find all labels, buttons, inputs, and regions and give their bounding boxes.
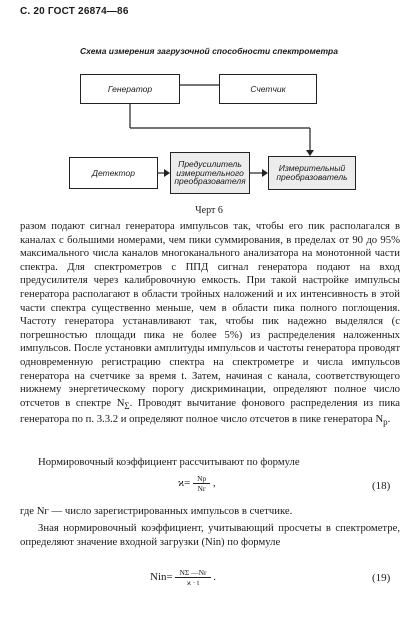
page-header: С. 20 ГОСТ 26874—86 <box>20 6 129 17</box>
p-subscript: р <box>383 417 388 428</box>
formula-19-numerator: NΣ —Nr <box>175 568 210 578</box>
converter-label-2: преобразователь <box>276 172 348 182</box>
converter-label-1: Измерительный <box>278 163 346 174</box>
paragraph-2: Нормировочный коэффициент рассчитывают по формуле <box>38 456 300 468</box>
preamplifier-box <box>170 152 250 194</box>
where-symbol: Nг <box>36 505 49 517</box>
formula-18-numerator: Nр <box>193 474 210 484</box>
paragraph-3: Зная нормировочный коэффициент, учитывающий просчеты в спектрометре, определяют значение входной загрузки (Nin) по формуле <box>20 522 400 548</box>
generator-box: Генератор <box>80 74 180 104</box>
paragraph-1-tail: . Проводят вычитание фонового распределения из пика генератора по п. 3.3.2 и определяют полное число отсчетов в пике генератора N <box>20 396 400 426</box>
formula-18: ϰ= $\frac{Nр}{Nг}$ , <box>178 474 216 493</box>
where-prefix: где <box>20 505 35 517</box>
sum-subscript: Σ <box>124 400 130 411</box>
formula-19-fraction <box>175 568 210 587</box>
body-text <box>20 220 400 430</box>
preamplifier-label-1: Предусилитель <box>178 158 242 169</box>
counter-box: Счетчик <box>219 74 317 104</box>
formula-19: Nin= $\frac{N\Sigma —Nr}{ϰ \cdot t}$ . <box>150 568 217 587</box>
paragraph-1: разом подают сигнал генератора импульсов так, чтобы его пик располагался в каналах с большими номерами, чем пики суммирования, в пределах от 90 до 95% максимального числа каналов многоканального анализатора на монотонной части спектра. Для спектрометров с ППД сигнал генератора подают на вход предусилителя через калибровочную емкость. При такой настройке импульсы генератора располагают в области тройных наложений и их интенсивность в этой части спектра существенно меньше, чем в области пика полного поглощения. Частоту генератора устанавливают так, чтобы пик надежно выделялся (с погрешностью площади пика не более 5%) из распределения наложенных импульсов. После установки амплитуды импульсов и частоты генератора проводят одновременную регистрацию спектра на спектрометре и числа импульсов генератора на счетчике за время t. Затем, начиная с канала, соответствующего нижнему энергетическому порогу дискриминации, определяют полное число отсчетов в спектре $N_\Sigma$. Проводят вычитание фонового распределения из пика генератора по п. 3.3.2 и определяют полное число отсчетов в пике генератора $N_р$. <box>20 220 400 428</box>
where-definition: — число зарегистрированных импульсов в счетчике. <box>51 505 293 517</box>
preamplifier-label-2: измерительного <box>176 167 244 178</box>
paragraph-1-text: разом подают сигнал генератора импульсов так, чтобы его пик располагался в каналах с большими номерами, чем пики суммирования, в пределах от 90 до 95% максимального числа каналов многоканального анализатора на монотонной части спектра. Для спектрометров с ППД сигнал генератора подают на вход предусилителя через калибровочную емкость. При такой настройке импульсы генератора располагают в области тройных наложений и их интенсивность в этой части спектра существенно меньше, чем в области пика полного поглощения. Частоту генератора устанавливают так, чтобы пик надежно выделялся (с погрешностью площади пика не более 5%) из распределения наложенных импульсов. После установки амплитуды импульсов и частоты генератора проводят одновременную регистрацию спектра на спектрометре и числа импульсов генератора на счетчике за время t. Затем, начиная с канала, соответствующего нижнему энергетическому порогу дискриминации, определяют полное число отсчетов в спектре N <box>20 220 400 409</box>
formula-19-denominator: ϰ · t <box>186 578 200 587</box>
equation-number-18: (18) <box>372 480 391 492</box>
figure-caption: Черт 6 <box>195 205 223 216</box>
diagram-title: Схема измерения загрузочной способности спектрометра <box>80 46 338 56</box>
equation-number-19: (19) <box>372 572 391 584</box>
preamplifier-label-3: преобразователя <box>174 176 246 187</box>
formula-18-denominator: Nг <box>197 484 206 493</box>
formula-18-fraction <box>193 474 210 493</box>
converter-box <box>268 156 356 190</box>
formula-18-lhs: ϰ= <box>178 477 191 490</box>
detector-box: Детектор <box>69 157 158 189</box>
formula-19-lhs: Nin= <box>150 571 173 584</box>
where-line <box>20 505 400 519</box>
